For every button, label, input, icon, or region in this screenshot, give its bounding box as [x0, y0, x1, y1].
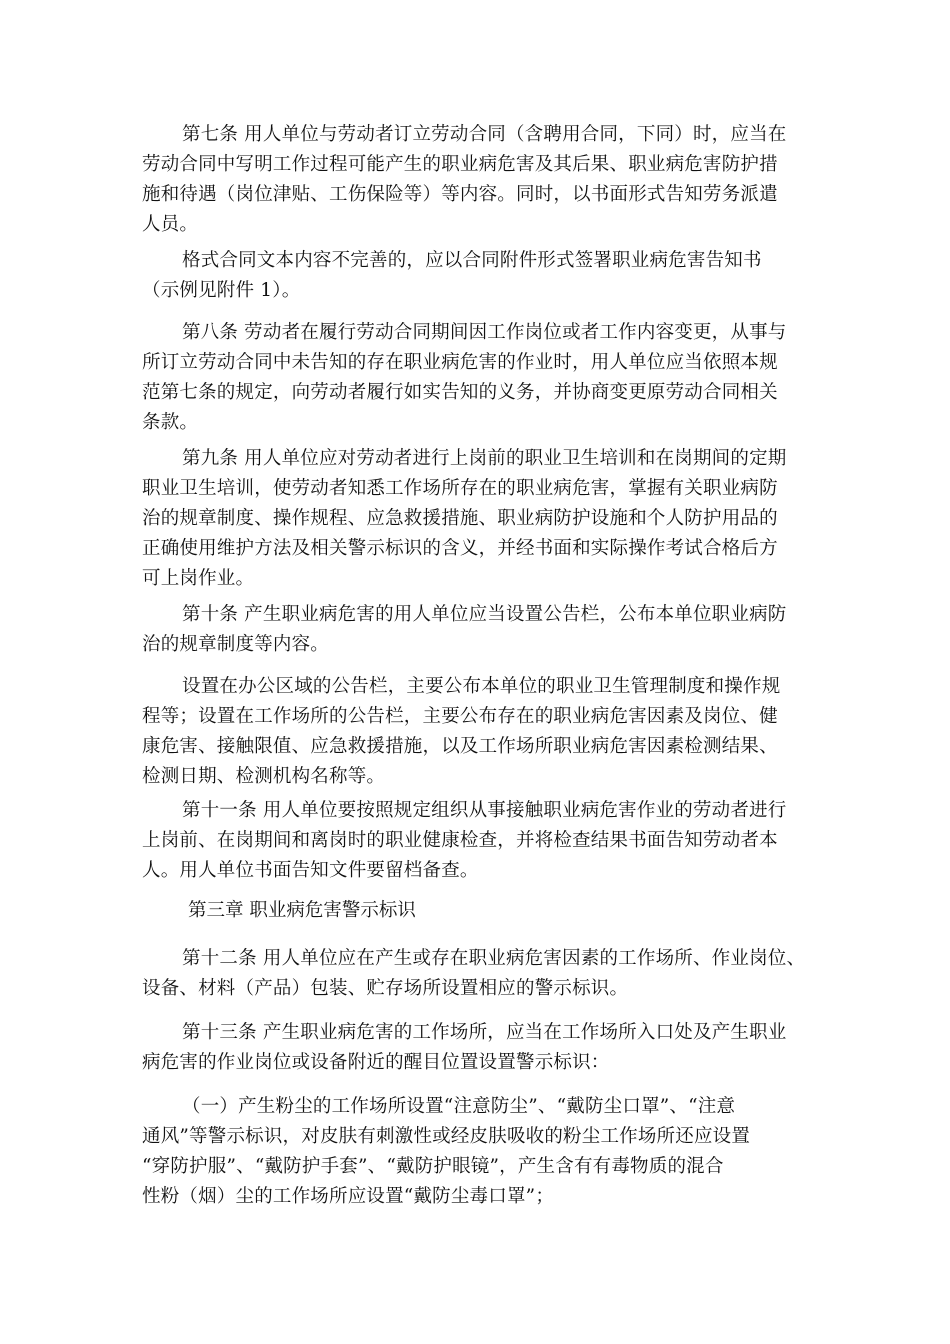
- text-line: 病危害的作业岗位或设备附近的醒目位置设置警示标识：: [142, 1052, 610, 1073]
- paragraph-article-8: [142, 318, 822, 438]
- text-line: 第九条 用人单位应对劳动者进行上岗前的职业卫生培训和在岗期间的定期: [182, 448, 787, 469]
- paragraph-article-10: [142, 600, 822, 660]
- text-line: 格式合同文本内容不完善的，应以合同附件形式签署职业病危害告知书: [182, 250, 762, 271]
- text-line: （一）产生粉尘的工作场所设置“注意防尘”、“戴防尘口罩”、“注意: [182, 1096, 736, 1117]
- text-line: 设置在办公区域的公告栏，主要公布本单位的职业卫生管理制度和操作规: [182, 676, 781, 697]
- text-line: 程等；设置在工作场所的公告栏，主要公布存在的职业病危害因素及岗位、健: [142, 706, 778, 727]
- paragraph-article-13: [142, 1018, 822, 1078]
- text-line: 第十一条 用人单位要按照规定组织从事接触职业病危害作业的劳动者进行: [182, 800, 787, 821]
- paragraph-article-9: [142, 444, 822, 594]
- text-line: 治的规章制度、操作规程、应急救援措施、职业病防护设施和个人防护用品的: [142, 508, 778, 529]
- paragraph-item-1-dust: [142, 1092, 822, 1212]
- text-line: 通风”等警示标识，对皮肤有刺激性或经皮肤吸收的粉尘工作场所还应设置: [142, 1126, 751, 1147]
- text-line: 第八条 劳动者在履行劳动合同期间因工作岗位或者工作内容变更，从事与: [182, 322, 787, 343]
- text-line: （示例见附件 1）。: [142, 280, 301, 301]
- paragraph-bulletin-board: [142, 672, 822, 792]
- text-line: 施和待遇（岗位津贴、工伤保险等）等内容。同时，以书面形式告知劳务派遣: [142, 184, 778, 205]
- text-line: 正确使用维护方法及相关警示标识的含义，并经书面和实际操作考试合格后方: [142, 538, 778, 559]
- text-line: 职业卫生培训，使劳动者知悉工作场所存在的职业病危害，掌握有关职业病防: [142, 478, 778, 499]
- text-line: 第十三条 产生职业病危害的工作场所，应当在工作场所入口处及产生职业: [182, 1022, 787, 1043]
- chapter-heading: 第三章 职业病危害警示标识: [188, 900, 416, 921]
- text-line: “穿防护服”、“戴防护手套”、“戴防护眼镜”，产生含有有毒物质的混合: [142, 1156, 724, 1177]
- text-line: 性粉（烟）尘的工作场所应设置“戴防尘毒口罩”；: [142, 1186, 555, 1207]
- text-line: 所订立劳动合同中未告知的存在职业病危害的作业时，用人单位应当依照本规: [142, 352, 778, 373]
- text-line: 第十条 产生职业病危害的用人单位应当设置公告栏，公布本单位职业病防: [182, 604, 787, 625]
- text-line: 上岗前、在岗期间和离岗时的职业健康检查，并将检查结果书面告知劳动者本: [142, 830, 778, 851]
- text-line: 康危害、接触限值、应急救援措施，以及工作场所职业病危害因素检测结果、: [142, 736, 778, 757]
- text-line: 可上岗作业。: [142, 568, 255, 589]
- text-line: 条款。: [142, 412, 199, 433]
- text-line: 治的规章制度等内容。: [142, 634, 330, 655]
- text-line: 第十二条 用人单位应在产生或存在职业病危害因素的工作场所、作业岗位、: [182, 948, 806, 969]
- text-line: 设备、材料（产品）包装、贮存场所设置相应的警示标识。: [142, 978, 629, 999]
- paragraph-article-12: [142, 944, 822, 1004]
- text-line: 人员。: [142, 214, 199, 235]
- paragraph-contract-template: [142, 246, 822, 306]
- text-line: 检测日期、检测机构名称等。: [142, 766, 386, 787]
- paragraph-article-11: [142, 796, 822, 886]
- text-line: 劳动合同中写明工作过程可能产生的职业病危害及其后果、职业病危害防护措: [142, 154, 778, 175]
- text-line: 范第七条的规定，向劳动者履行如实告知的义务，并协商变更原劳动合同相关: [142, 382, 778, 403]
- paragraph-article-7: [142, 120, 822, 240]
- text-line: 人。用人单位书面告知文件要留档备查。: [142, 860, 479, 881]
- text-line: 第七条 用人单位与劳动者订立劳动合同（含聘用合同，下同）时，应当在: [182, 124, 787, 145]
